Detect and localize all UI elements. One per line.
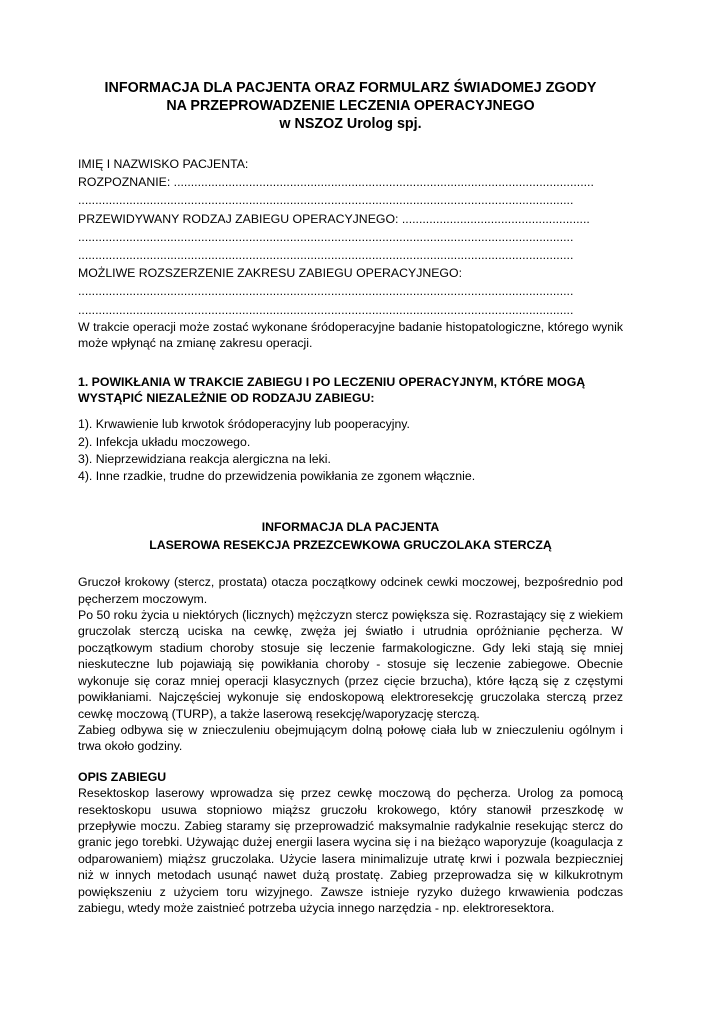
info-paragraph-3: Zabieg odbywa się w znieczuleniu obejmującym dolną połowę ciała lub w znieczuleniu ogólnym i trwa około godziny. bbox=[78, 722, 623, 754]
histopath-note: W trakcie operacji może zostać wykonane śródoperacyjne badanie histopatologiczne, którego wynik może wpłynąć na zmianę zakresu operacji. bbox=[78, 319, 623, 351]
diagnosis-label: ROZPOZNANIE: bbox=[78, 175, 171, 190]
info-subheading: LASEROWA RESEKCJA PRZEZCEWKOWA GRUCZOLAKA STERCZĄ bbox=[149, 538, 552, 553]
planned-procedure-dots: ....................................................... bbox=[401, 211, 590, 226]
complications-heading: 1. POWIKŁANIA W TRAKCIE ZABIEGU I PO LECZENIU OPERACYJNYM, KTÓRE MOGĄ WYSTĄPIĆ NIEZALEŻNIE OD RODZAJU ZABIEGU: bbox=[78, 374, 586, 406]
diagnosis-continuation-dots[interactable]: ................................................................................................................................................. bbox=[78, 193, 574, 208]
diagnosis-row[interactable] bbox=[78, 173, 623, 191]
description-heading: OPIS ZABIEGU bbox=[78, 769, 167, 784]
info-paragraph-2: Po 50 roku życia u niektórych (licznych) mężczyzn stercz powiększa się. Rozrastający się z wiekiem gruczolak sterczą uciska na cewkę, zwęża jej światło i utrudnia opróżnianie pęcherza. W początkowym stadium choroby stosuje się leczenie farmakologiczne. Gdy leki stają się mniej nieskuteczne lub pojawiają się powikłania choroby - stosuje się leczenie zabiegowe. Obecnie wykonuje się coraz mniej operacji klasycznych (przez cięcie brzucha), które łączą się z częstymi powikłaniami. Najczęściej wykonuje się endoskopową elektroresekcję gruczolaka sterczą przez cewkę moczową (TURP), a także laserową resekcję/waporyzację sterczą. bbox=[78, 608, 623, 721]
info-paragraph-1: Gruczoł krokowy (stercz, prostata) otacza początkowy odcinek cewki moczowej, bezpośrednio pod pęcherzem moczowym. bbox=[78, 575, 623, 606]
document-title-line2: NA PRZEPROWADZENIE LECZENIA OPERACYJNEGO bbox=[166, 98, 535, 114]
patient-form bbox=[78, 155, 623, 352]
complications-list bbox=[78, 416, 623, 485]
patient-name-label: IMIĘ I NAZWISKO PACJENTA: bbox=[78, 157, 249, 171]
document-title-line3: w NSZOZ Urolog spj. bbox=[279, 116, 422, 132]
extension-label: MOŻLIWE ROZSZERZENIE ZAKRESU ZABIEGU OPERACYJNEGO: bbox=[78, 266, 462, 281]
list-item: 2). Infekcja układu moczowego. bbox=[78, 434, 251, 449]
extension-dots-1[interactable]: ................................................................................................................................................. bbox=[78, 284, 574, 299]
diagnosis-dots: ........................................................................................................................... bbox=[173, 175, 594, 190]
extension-dots-2[interactable]: ................................................................................................................................................. bbox=[78, 302, 574, 317]
planned-procedure-dots-2[interactable]: ................................................................................................................................................. bbox=[78, 229, 574, 244]
description-text: Resektoskop laserowy wprowadza się przez cewkę moczową do pęcherza. Urolog za pomocą resektoskopu usuwa stopniowo miąższ gruczołu krokowego, który stanowił przeszkodę w przepływie moczu. Zabieg staramy się przeprowadzić maksymalnie radykalnie resekując stercz do granic jego torebki. Używając dużej energii lasera wycina się i na bieżąco waporyzuje (koagulacja z odparowaniem) miąższ gruczolaka. Użycie lasera minimalizuje utratę krwi i pozwala bezpieczniej niż w innych metodach usunąć nawet dużą prostatę. Zabieg przeprowadza się w kilkukrotnym powiększeniu z użyciem toru wizyjnego. Zawsze istnieje ryzyko dużego krwawienia podczas zabiegu, wtedy może zaistnieć potrzeba użycia innego narzędzia - np. elektroresektora. bbox=[78, 786, 623, 915]
list-item: 1). Krwawienie lub krwotok śródoperacyjny lub pooperacyjny. bbox=[78, 417, 410, 432]
planned-procedure-label: PRZEWIDYWANY RODZAJ ZABIEGU OPERACYJNEGO: bbox=[78, 211, 399, 226]
planned-procedure-dots-3[interactable]: ................................................................................................................................................. bbox=[78, 248, 574, 263]
info-heading: INFORMACJA DLA PACJENTA bbox=[261, 520, 440, 535]
planned-procedure-row[interactable] bbox=[78, 210, 623, 228]
document-title-line1: INFORMACJA DLA PACJENTA ORAZ FORMULARZ ŚWIADOMEJ ZGODY bbox=[104, 80, 597, 96]
list-item: 4). Inne rzadkie, trudne do przewidzenia powikłania ze zgonem włącznie. bbox=[78, 469, 476, 484]
list-item: 3). Nieprzewidziana reakcja alergiczna na leki. bbox=[78, 451, 331, 466]
